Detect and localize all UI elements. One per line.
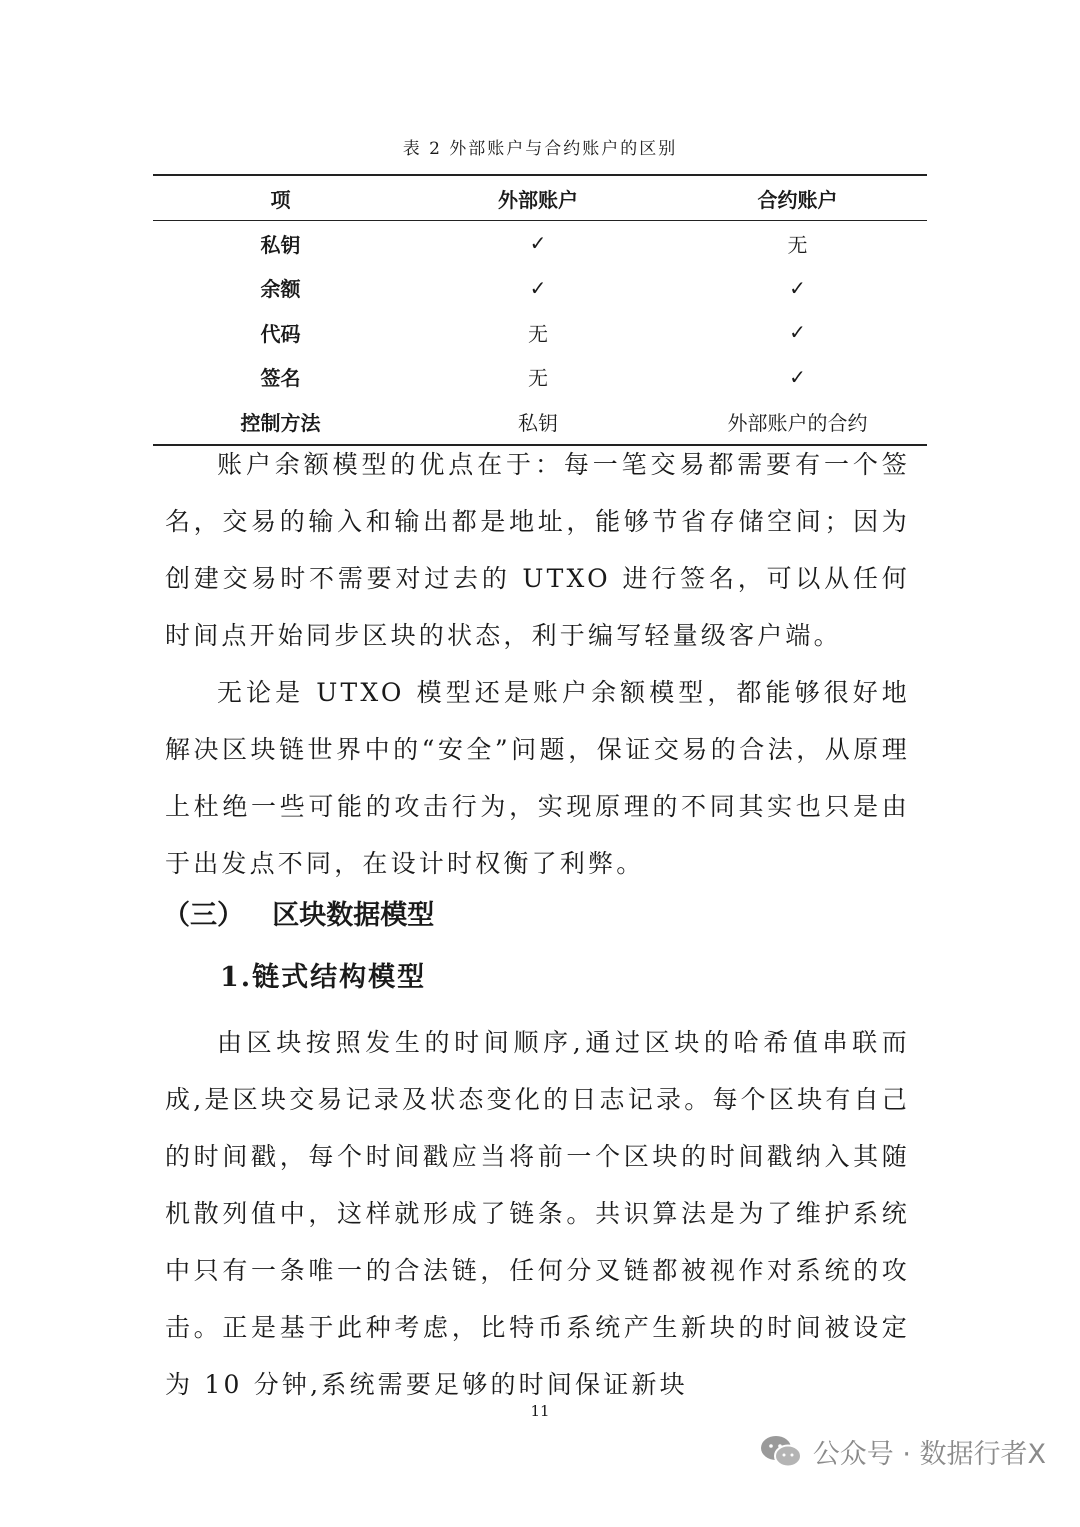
contract-cell: ✓ [789,320,806,345]
paragraph-chain-structure: 由区块按照发生的时间顺序,通过区块的哈希值串联而成,是区块交易记录及状态变化的日志记录。每个区块有自己的时间戳，每个时间戳应当将前一个区块的时间戳纳入其随机散列值中，这样就形成了链条。共识算法是为了维护系统中只有一条唯一的合法链，任何分叉链都被视作对系统的攻击。正是基于此种考虑，比特币系统产生新块的时间被设定为 10 分钟,系统需要足够的时间保证新块 [165,1028,910,1399]
row-label: 控制方法 [240,410,321,435]
contract-cell: ✓ [789,275,806,300]
watermark-text: 公众号 · 数据行者X [812,1439,1046,1470]
table-caption: 表 2 外部账户与合约账户的区别 [402,139,678,159]
wechat-icon [759,1434,803,1470]
table-row [153,355,927,400]
external-cell: 无 [528,321,548,346]
table-row [153,310,927,355]
section-heading: （三） 区块数据模型 [163,900,435,931]
row-label: 代码 [260,321,301,346]
row-label: 私钥 [260,232,301,257]
table-row [153,266,927,311]
contract-cell: ✓ [789,364,806,389]
row-label: 余额 [260,277,301,302]
account-comparison-table [153,174,927,446]
table-header-row [153,175,927,221]
contract-cell: 外部账户的合约 [727,410,868,435]
page-number: 11 [530,1402,550,1420]
external-cell: 无 [528,366,548,391]
header-external-account: 外部账户 [408,175,668,221]
external-cell: ✓ [529,231,547,256]
paragraph-account-model-advantages: 账户余额模型的优点在于：每一笔交易都需要有一个签名，交易的输入和输出都是地址，能够节省存储空间；因为创建交易时不需要对过去的 UTXO 进行签名，可以从任何时间点开始同步区块的状态，利于编写轻量级客户端。 [165,450,910,650]
header-contract-account: 合约账户 [668,175,927,221]
header-item: 项 [153,175,408,221]
row-label: 签名 [260,366,301,391]
contract-cell: 无 [787,232,808,257]
sub-heading: 1.链式结构模型 [220,962,427,993]
paragraph-utxo-vs-account: 无论是 UTXO 模型还是账户余额模型，都能够很好地解决区块链世界中的“安全”问题，保证交易的合法，从原理上杜绝一些可能的攻击行为，实现原理的不同其实也只是由于出发点不同，在设计时权衡了利弊。 [165,678,910,878]
external-cell: ✓ [529,275,547,300]
watermark [759,1432,1046,1471]
external-cell: 私钥 [518,410,558,435]
table-row [153,221,927,266]
